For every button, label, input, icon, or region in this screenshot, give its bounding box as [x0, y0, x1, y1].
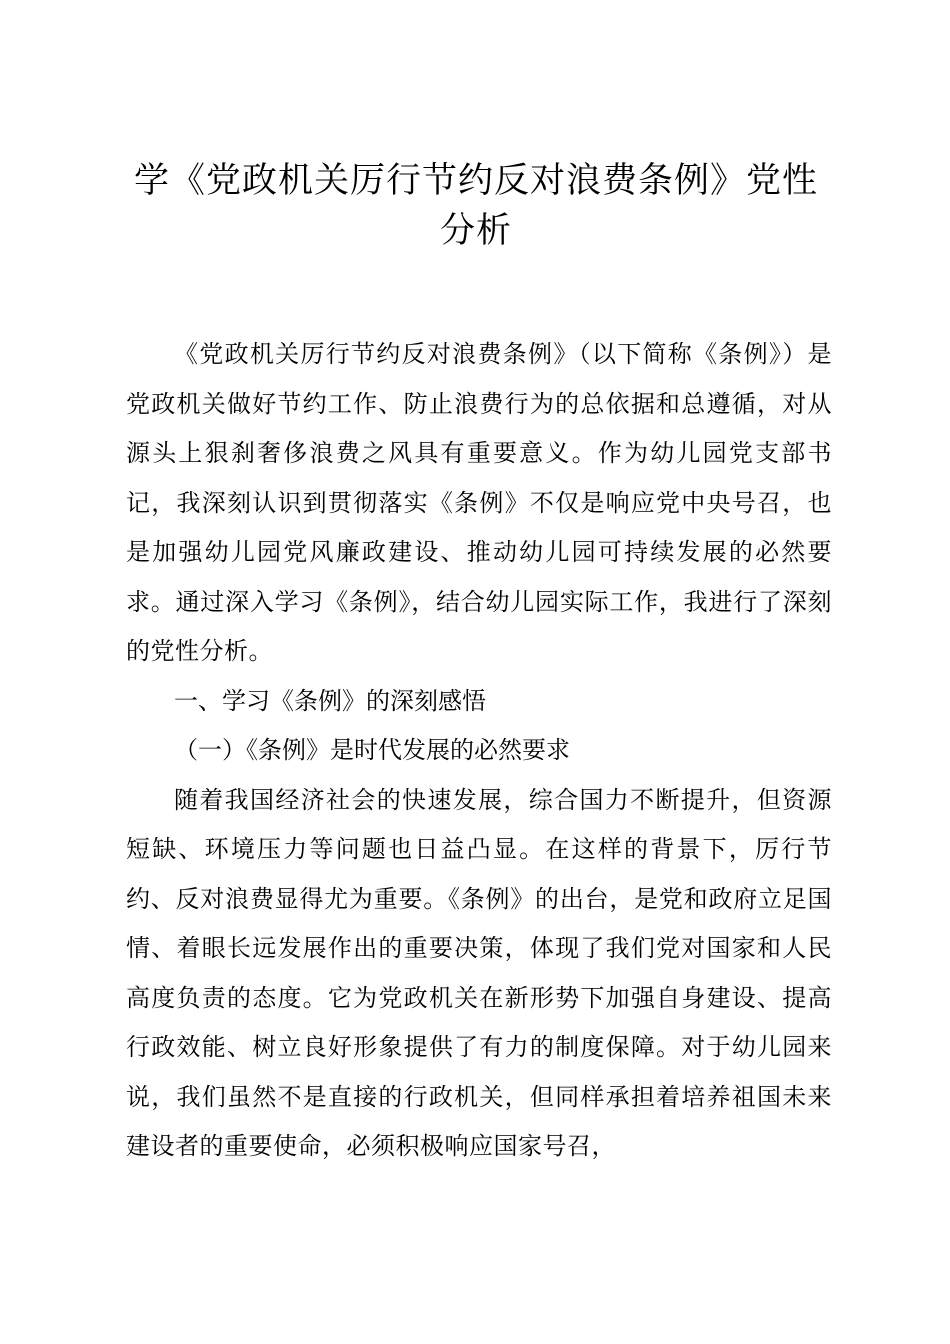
- subsection-paragraph: 随着我国经济社会的快速发展，综合国力不断提升，但资源短缺、环境压力等问题也日益凸显。在这样的背景下，厉行节约、反对浪费显得尤为重要。《条例》的出台，是党和政府立足国情、着眼长远发展作出的重要决策，体现了我们党对国家和人民高度负责的态度。它为党政机关在新形势下加强自身建设、提高行政效能、树立良好形象提供了有力的制度保障。对于幼儿园来说，我们虽然不是直接的行政机关，但同样承担着培养祖国未来建设者的重要使命，必须积极响应国家号召，: [126, 785, 832, 1160]
- subsection-heading: （一）《条例》是时代发展的必然要求: [174, 736, 570, 764]
- intro-paragraph: 《党政机关厉行节约反对浪费条例》（以下简称《条例》）是党政机关做好节约工作、防止浪费行为的总依据和总遵循，对从源头上狠刹奢侈浪费之风具有重要意义。作为幼儿园党支部书记，我深刻认识到贯彻落实《条例》不仅是响应党中央号召，也是加强幼儿园党风廉政建设、推动幼儿园可持续发展的必然要求。通过深入学习《条例》，结合幼儿园实际工作，我进行了深刻的党性分析。: [126, 340, 832, 665]
- document-title: 学《党政机关厉行节约反对浪费条例》党性分析: [133, 161, 818, 251]
- section-heading: 一、学习《条例》的深刻感悟: [174, 686, 486, 715]
- document-body: [126, 330, 832, 1172]
